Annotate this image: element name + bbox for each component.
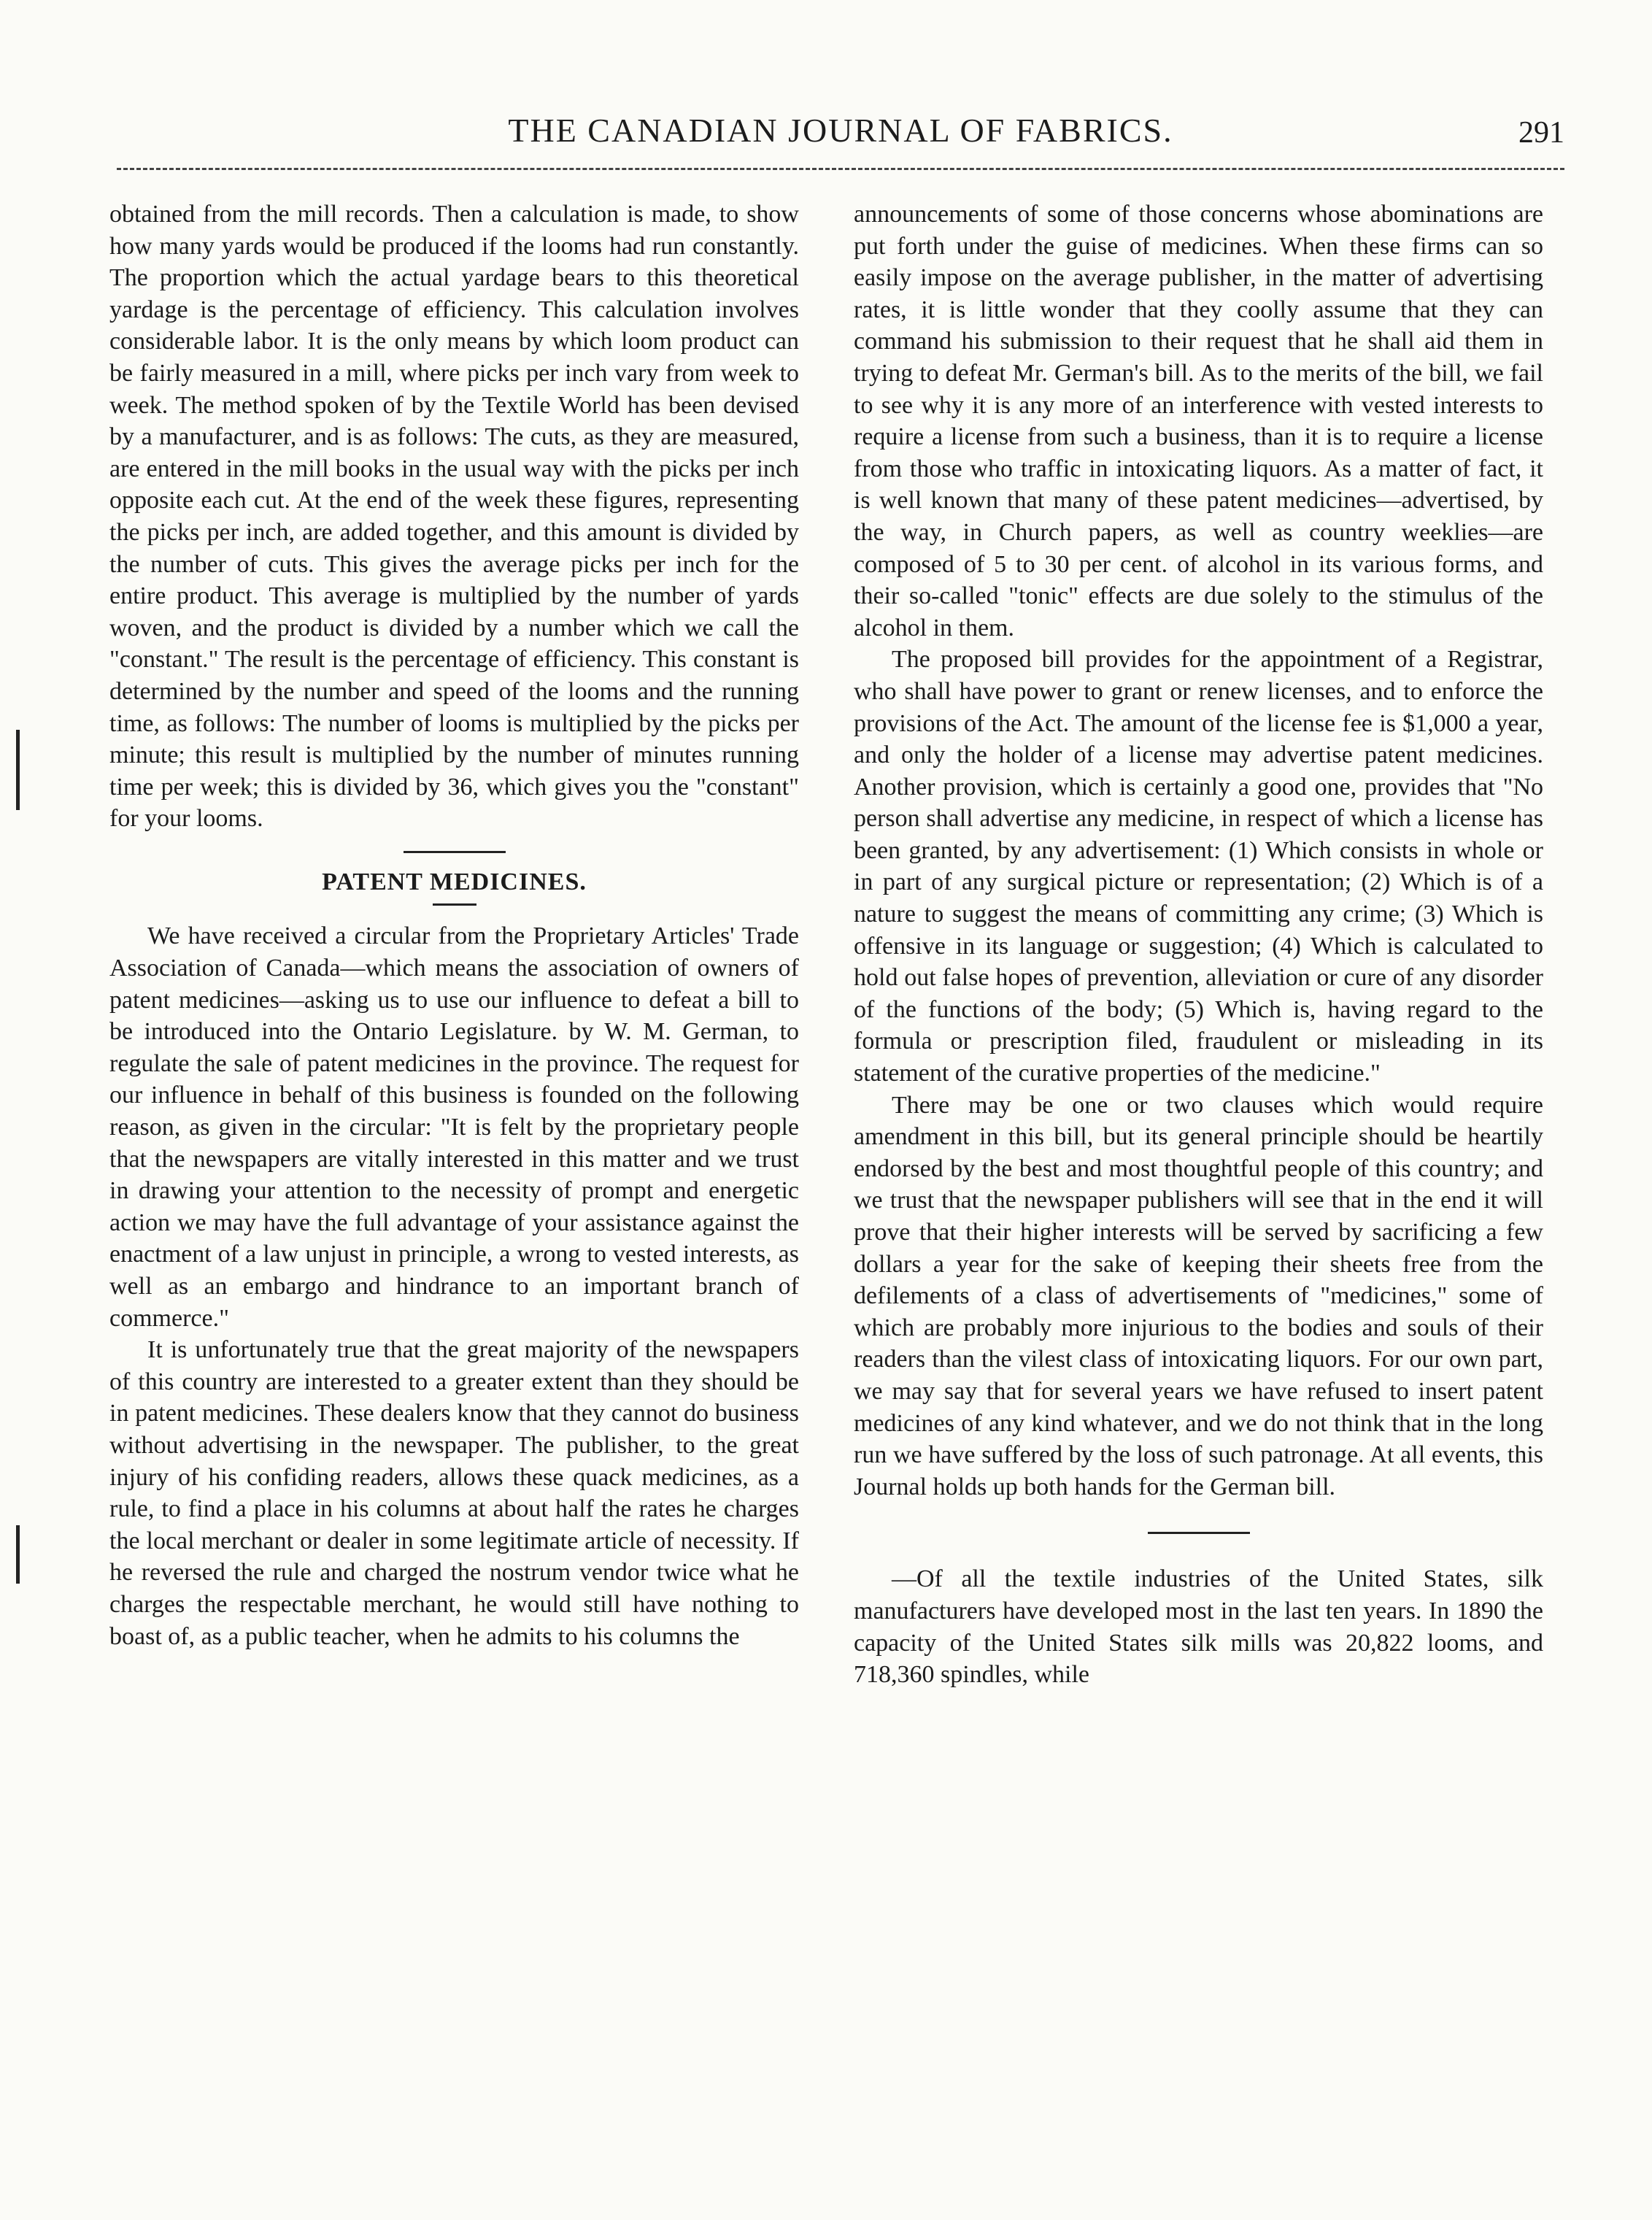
binding-mark (16, 1525, 20, 1584)
header-rule (117, 168, 1564, 170)
article-paragraph: —Of all the textile industries of the United States, silk manufacturers have developed most in the last ten years. In 1890 the capacity of the United States silk mills was 20,822 looms, and 718,360 spindles, while (854, 1565, 1543, 1689)
left-column (109, 199, 799, 1652)
article-paragraph: obtained from the mill records. Then a calculation is made, to show how many yards would be produced if the looms had run constantly. The proportion which the actual yardage bears to this theoretical yardage is the percentage of efficiency. This calculation involves considerable labor. It is the only means by which loom product can be fairly measured in a mill, where picks per inch vary from week to week. The method spoken of by the Textile World has been devised by a manufacturer, and is as follows: The cuts, as they are measured, are entered in the mill books in the usual way with the picks per inch opposite each cut. At the end of the week these figures, representing the picks per inch, are added together, and this amount is divided by the number of cuts. This gives the average picks per inch for the entire product. This average is multiplied by the number of yards woven, and the product is divided by a number which we call the "constant." The result is the percentage of efficiency. This constant is determined by the number and speed of the looms and the running time, as follows: The number of looms is multiplied by the picks per minute; this result is multiplied by the number of minutes running time per week; this is divided by 36, which gives you the "constant" for your looms. (109, 201, 799, 833)
running-title: THE CANADIAN JOURNAL OF FABRICS. (508, 112, 1173, 149)
article-paragraph: There may be one or two clauses which would require amendment in this bill, but its general principle should be heartily endorsed by the best and most thoughtful people of this country; and we trust that the newspaper publishers will see that in the end it will prove that their higher interests will be served by sacrificing a few dollars a year for the sake of keeping their sheets free from the defilements of a class of advertisements of "medicines," some of which are probably more injurious to the bodies and souls of their readers than the vilest class of intoxicating liquors. For our own part, we may say that for several years we have refused to insert patent medicines of any kind whatever, and we do not think that in the long run we have suffered by the loss of such patronage. At all events, this Journal holds up both hands for the German bill. (854, 1091, 1543, 1500)
right-column (854, 199, 1543, 1691)
section-divider (404, 851, 506, 853)
binding-mark (16, 730, 20, 810)
article-paragraph: The proposed bill provides for the appointment of a Registrar, who shall have power to grant or renew licenses, and to enforce the provisions of the Act. The amount of the license fee is $1,000 a year, and only the holder of a license may advertise patent medicines. Another provision, which is certainly a good one, provides that "No person shall advertise any medicine, in respect of which a license has been granted, by any advertisement: (1) Which consists in whole or in part of any surgical picture or representation; (2) Which is of a nature to suggest the means of committing any crime; (3) Which is offensive in its language or suggestion; (4) Which is calculated to hold out false hopes of prevention, alleviation or cure of any disorder of the functions of the body; (5) Which is, having regard to the formula or prescription filed, fraudulent or misleading in its statement of the curative properties of the medicine." (854, 646, 1543, 1087)
article-paragraph: announcements of some of those concerns whose abominations are put forth under the guise of medicines. When these firms can so easily impose on the average publisher, in the matter of advertising rates, it is little wonder that they coolly assume that they can command his submission to their request that he shall aid them in trying to defeat Mr. German's bill. As to the merits of the bill, we fail to see why it is any more of an interference with vested interests to require a license from such a business, than it is to require a license from those who traffic in intoxicating liquors. As a matter of fact, it is well known that many of these patent medicines—advertised, by the way, in Church papers, as well as country weeklies—are composed of 5 to 30 per cent. of alcohol in its various forms, and their so-called "tonic" effects are due solely to the stimulus of the alcohol in them. (854, 201, 1543, 641)
heading-underline (433, 903, 476, 906)
page-number: 291 (1518, 116, 1564, 150)
section-heading: PATENT MEDICINES. (322, 868, 587, 895)
article-paragraph: It is unfortunately true that the great majority of the newspapers of this country are interested to a greater extent than they should be in patent medicines. These dealers know that they cannot do business without advertising in the newspaper. The publisher, to the great injury of his confiding readers, allows these quack medicines, as a rule, to find a place in his columns at about half the rates he charges the local merchant or dealer in some legitimate article of necessity. If he reversed the rule and charged the nostrum vendor twice what he charges the respectable merchant, he would still have nothing to boast of, as a public teacher, when he admits to his columns the (109, 1336, 799, 1650)
page-header (117, 111, 1564, 169)
article-paragraph: We have received a circular from the Proprietary Articles' Trade Association of Canada—which means the association of owners of patent medicines—asking us to use our influence to defeat a bill to be introduced into the Ontario Legislature. by W. M. German, to regulate the sale of patent medicines in the province. The request for our influence in behalf of this business is founded on the following reason, as given in the circular: "It is felt by the proprietary people that the newspapers are vitally interested in this matter and we trust in drawing your attention to the necessity of prompt and energetic action we may have the full advantage of your assistance against the enactment of a law unjust in principle, a wrong to vested interests, as well as an embargo and hindrance to an important branch of commerce." (109, 922, 799, 1332)
section-divider (1148, 1532, 1250, 1534)
